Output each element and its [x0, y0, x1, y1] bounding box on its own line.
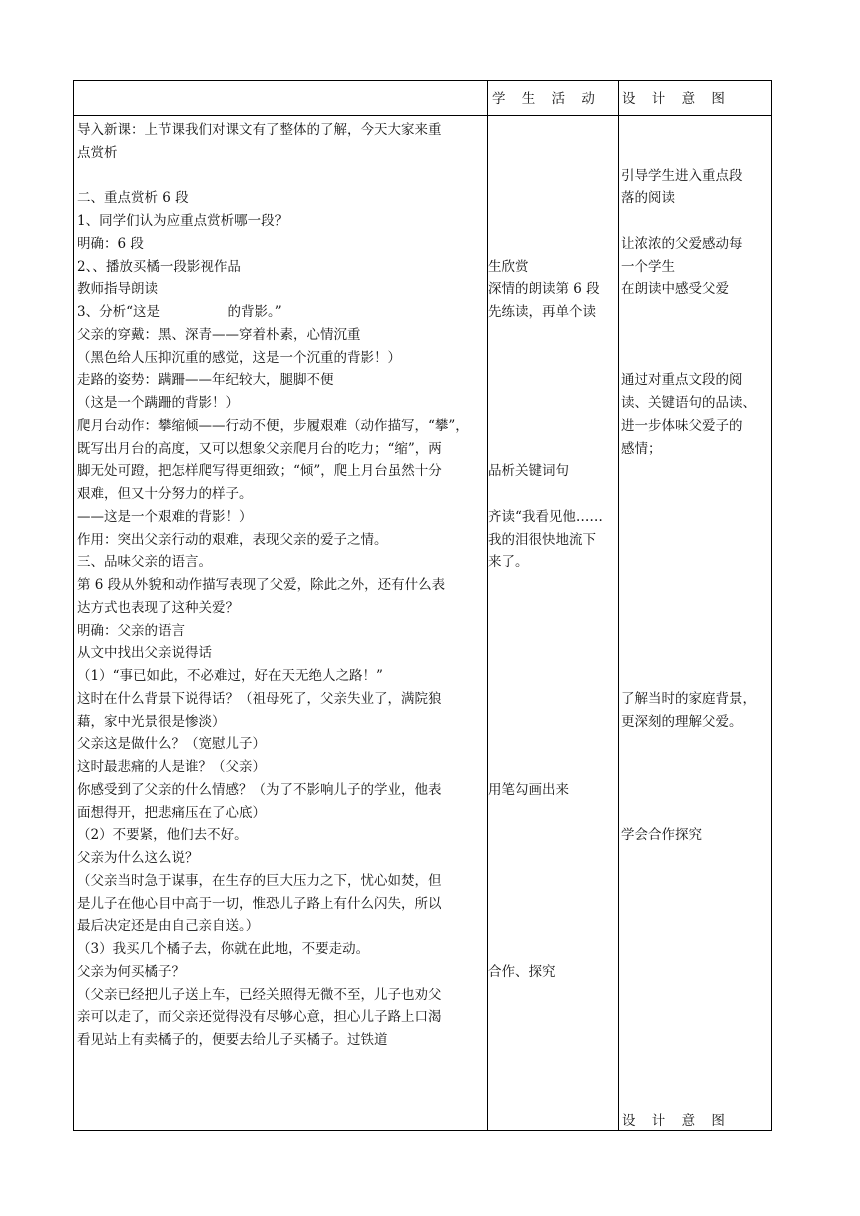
text-line: 既写出月台的高度，又可以想象父亲爬月台的吃力；“缩”，两 — [77, 440, 442, 457]
text-line — [488, 802, 616, 825]
text-line: 面想得开，把悲痛压在了心底） — [77, 804, 266, 821]
text-line — [621, 620, 771, 643]
text-line: 来了。 — [488, 554, 529, 571]
text-line — [488, 893, 616, 916]
text-line — [488, 665, 616, 688]
text-line: 先练读，再单个读 — [488, 304, 596, 320]
text-line: 合作、探究 — [488, 963, 556, 980]
text-line — [488, 688, 616, 711]
text-line: 走路的姿势：蹒跚——年纪较大，腿脚不便 — [77, 372, 334, 389]
text-line: 看见站上有卖橘子的，便要去给儿子买橘子。过铁道 — [77, 1032, 388, 1048]
column-divider-2 — [618, 81, 619, 1130]
text-line — [488, 733, 616, 756]
text-line: 进一步体味父爱子的 — [621, 417, 743, 434]
text-line — [621, 119, 771, 142]
text-line: 通过对重点文段的阅 — [621, 372, 743, 389]
text-line: （2）不要紧，他们去不好。 — [77, 827, 248, 844]
text-line: 最后决定还是由自己亲自送。） — [77, 918, 260, 935]
text-line: 父亲为何买橘子？ — [77, 963, 185, 980]
text-line: （父亲已经把儿子送上车，已经关照得无微不至，儿子也劝父 — [77, 986, 442, 1003]
text-line — [488, 415, 616, 438]
text-line: 亲可以走了，而父亲还觉得没有尽够心意，担心儿子路上口渴 — [77, 1009, 442, 1026]
text-line — [488, 938, 616, 961]
text-line — [488, 210, 616, 233]
text-line — [621, 301, 771, 324]
text-line — [621, 779, 771, 802]
text-line — [621, 347, 771, 370]
text-line: 在朗读中感受父爱 — [621, 281, 729, 298]
text-line: 了解当时的家庭背景， — [621, 690, 756, 707]
text-line — [488, 347, 616, 370]
text-line — [621, 574, 771, 597]
text-line — [488, 870, 616, 893]
text-line — [621, 756, 771, 779]
text-line — [488, 847, 616, 870]
text-line — [488, 711, 616, 734]
text-line — [488, 369, 616, 392]
teaching-process-column — [77, 119, 485, 1052]
text-line: 1、同学们认为应重点赏析哪一段？ — [77, 213, 289, 229]
text-line: 达方式也表现了这种关爱？ — [77, 599, 239, 616]
header-design-intent: 设 计 意 图 — [622, 91, 731, 107]
text-line — [621, 142, 771, 165]
text-line: 学会合作探究 — [621, 827, 702, 844]
text-line — [621, 642, 771, 665]
text-line — [621, 597, 771, 620]
text-line: 是儿子在他心目中高于一切，惟恐儿子路上有什么闪失，所以 — [77, 895, 442, 912]
text-line: 导入新课：上节课我们对课文有了整体的了解，今天大家来重 — [77, 122, 442, 138]
text-line: 父亲为什么这么说？ — [77, 850, 199, 866]
text-line — [488, 119, 616, 142]
text-line — [488, 620, 616, 643]
text-line — [621, 551, 771, 574]
text-line: 感情； — [621, 440, 662, 457]
text-line — [488, 483, 616, 506]
text-line: 你感受到了父亲的什么情感？（为了不影响儿子的学业，他表 — [77, 781, 442, 798]
text-line — [621, 802, 771, 825]
text-line: 3、分析“这是 的背影。” — [77, 304, 282, 320]
text-line — [488, 165, 616, 188]
text-line: 爬月台动作：攀缩倾——行动不便，步履艰难（动作描写，“攀”， — [77, 417, 469, 434]
text-line — [488, 142, 616, 165]
text-line — [488, 233, 616, 256]
text-line: 脚无处可蹬，把怎样爬写得更细致；“倾”，爬上月台虽然十分 — [77, 463, 442, 480]
text-line: 二、重点赏析 6 段 — [77, 190, 189, 207]
text-line: ——这是一个艰难的背影！） — [77, 508, 253, 525]
text-line: （黑色给人压抑沉重的感觉，这是一个沉重的背影！） — [77, 349, 401, 366]
text-line: （父亲当时急于谋事，在生存的巨大压力之下，忧心如焚，但 — [77, 872, 442, 889]
text-line: 第 6 段从外貌和动作描写表现了父爱，除此之外，还有什么表 — [77, 577, 446, 593]
text-line: （这是一个蹒跚的背影！） — [77, 395, 239, 411]
text-line — [621, 460, 771, 483]
text-line — [488, 597, 616, 620]
header-student-activity: 学 生 活 动 — [492, 91, 601, 107]
text-line — [621, 324, 771, 347]
text-line: 生欣赏 — [488, 258, 529, 275]
text-line: 我的泪很快地流下 — [488, 531, 596, 548]
text-line: 这时在什么背景下说得话？（祖母死了，父亲失业了，满院狼 — [77, 690, 442, 707]
text-line: 父亲的穿戴：黑、深青——穿着朴素，心情沉重 — [77, 326, 361, 343]
text-line: 更深刻的理解父爱。 — [621, 713, 743, 730]
text-line — [488, 324, 616, 347]
text-line: 让浓浓的父爱感动每 — [621, 235, 743, 252]
text-line: 这时最悲痛的人是谁？（父亲） — [77, 759, 266, 775]
header-divider — [74, 115, 771, 116]
lesson-plan-table — [73, 80, 772, 1131]
text-line: 藉，家中光景很是惨淡） — [77, 713, 226, 730]
text-line — [488, 392, 616, 415]
footer-design-intent: 设 计 意 图 — [622, 1113, 731, 1129]
text-line — [621, 506, 771, 529]
text-line — [621, 483, 771, 506]
text-line — [488, 187, 616, 210]
text-line: 引导学生进入重点段 — [621, 167, 743, 184]
text-line: 深情的朗读第 6 段 — [488, 281, 600, 298]
text-line: 落的阅读 — [621, 190, 675, 207]
text-line: 作用：突出父亲行动的艰难，表现父亲的爱子之情。 — [77, 531, 388, 548]
text-line: 一个学生 — [621, 258, 675, 275]
text-line — [488, 756, 616, 779]
text-line: （3）我买几个橘子去，你就在此地，不要走动。 — [77, 941, 370, 957]
text-line — [488, 915, 616, 938]
text-line: 2、、播放买橘一段影视作品 — [77, 258, 241, 275]
text-line — [488, 438, 616, 461]
text-line: 从文中找出父亲说得话 — [77, 645, 212, 662]
text-line: 明确：父亲的语言 — [77, 622, 185, 639]
text-line: 点赏析 — [77, 144, 118, 161]
text-line: 艰难，但又十分努力的样子。 — [77, 486, 253, 502]
text-line: 三、品味父亲的语言。 — [77, 554, 212, 571]
text-line — [621, 210, 771, 233]
text-line: 教师指导朗读 — [77, 281, 158, 298]
text-line: （1）“事已如此，不必难过，好在天无绝人之路！” — [77, 668, 383, 684]
text-line — [488, 642, 616, 665]
text-line — [77, 165, 485, 188]
text-line — [488, 574, 616, 597]
text-line — [488, 824, 616, 847]
text-line: 明确：6 段 — [77, 235, 144, 252]
text-line — [621, 733, 771, 756]
text-line: 父亲这是做什么？（宽慰儿子） — [77, 736, 266, 753]
text-line: 品析关键词句 — [488, 463, 569, 480]
text-line — [621, 529, 771, 552]
text-line: 用笔勾画出来 — [488, 781, 569, 798]
student-activity-column — [488, 119, 616, 984]
text-line — [621, 665, 771, 688]
design-intent-column — [621, 119, 771, 847]
text-line: 读、关键语句的品读、 — [621, 395, 756, 411]
text-line: 齐读“我看见他…… — [488, 508, 603, 525]
